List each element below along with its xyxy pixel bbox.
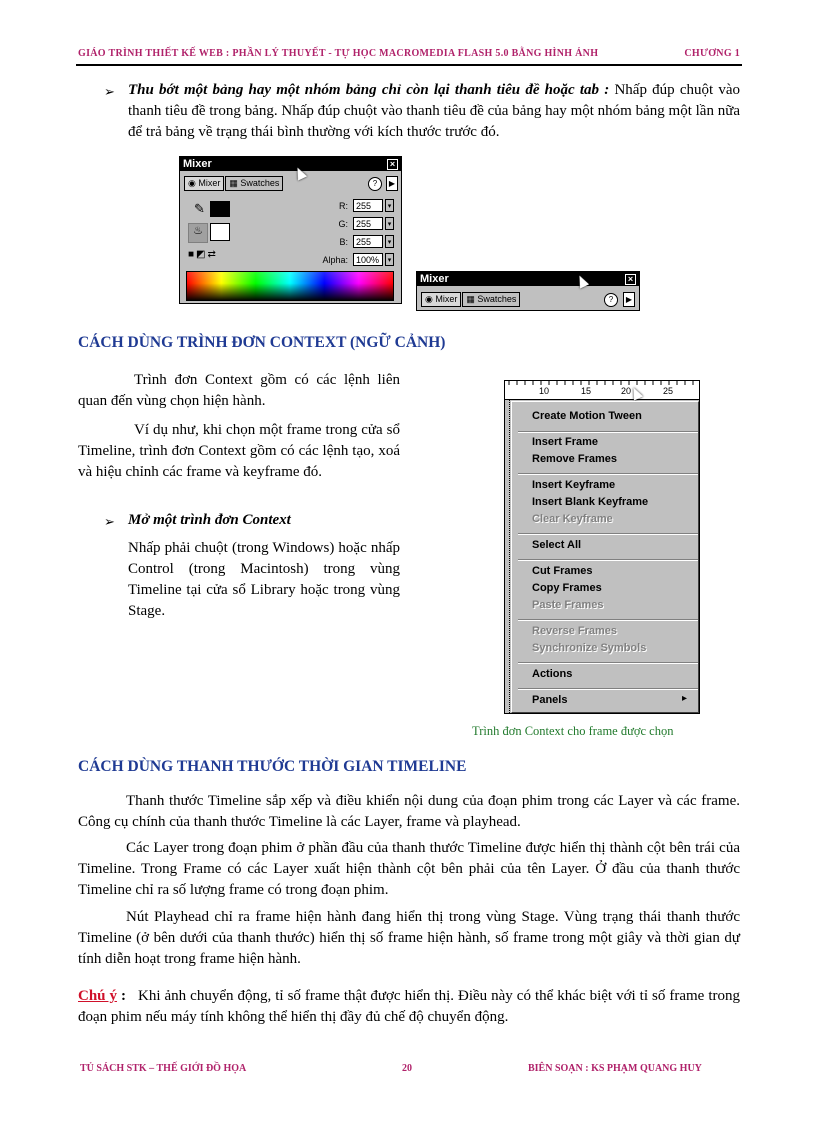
stroke-color-swatch[interactable]: [210, 201, 230, 217]
note-colon: :: [117, 988, 127, 1004]
menu-item-paste-frames: Paste Frames: [532, 599, 604, 611]
menu-item-clear-keyframe: Clear Keyframe: [532, 513, 613, 525]
label-r: R:: [339, 201, 348, 211]
label-g: G:: [338, 219, 348, 229]
close-icon[interactable]: ×: [625, 274, 636, 285]
dropdown-arrow-icon[interactable]: ▾: [385, 199, 394, 212]
intro-text: Nhấp đúp chuột vào thanh tiêu đề trong bảng. Nhấp đúp chuột vào thanh tiêu đề của bảng hay một nhóm bảng một lần nữa để trả bảng về trạng thái bình thường với kích thước trước đó.: [128, 82, 741, 140]
close-icon[interactable]: ×: [387, 159, 398, 170]
tab-swatches[interactable]: ▦ Swatches: [225, 176, 283, 191]
bullet-icon: ➢: [104, 514, 115, 529]
input-r[interactable]: 255: [353, 199, 383, 212]
menu-item-remove-frames[interactable]: Remove Frames: [532, 453, 617, 465]
menu-item-insert-blank-keyframe[interactable]: Insert Blank Keyframe: [532, 496, 649, 508]
paragraph: Thanh thước Timeline sắp xếp và điều khiển nội dung của đoạn phim trong các Layer và các frame. Công cụ chính của thanh thước Timeline là các Layer, frame và playhead.: [78, 793, 740, 830]
section-heading-timeline: CÁCH DÙNG THANH THƯỚC THỜI GIAN TIMELINE: [78, 758, 467, 775]
footer-left: TỦ SÁCH STK – THẾ GIỚI ĐỒ HỌA: [80, 1063, 247, 1074]
ruler-label: 15: [581, 386, 592, 396]
panel-menu-arrow-icon[interactable]: ▶: [386, 176, 398, 191]
note-label: Chú ý: [78, 988, 118, 1004]
color-spectrum[interactable]: [186, 271, 394, 301]
input-b[interactable]: 255: [353, 235, 383, 248]
bullet-icon: ➢: [104, 84, 115, 99]
menu-item-panels[interactable]: Panels: [532, 694, 568, 706]
mixer-panel-expanded: [179, 156, 402, 304]
note-text: Khi ảnh chuyển động, tỉ số frame thật được hiển thị. Điều này có thể khác biệt với tỉ số frame trong đoạn phim nếu máy tính không thể hiển thị đầy đủ chế độ chuyển động.: [78, 988, 740, 1025]
menu-separator: [518, 662, 698, 664]
menu-separator: [518, 473, 698, 475]
mixer-tabs: [184, 176, 284, 191]
paragraph: Các Layer trong đoạn phim ở phần đầu của thanh thước Timeline được hiển thị thành cột bên trái của Timeline. Trong Frame có các Layer xuất hiện thành cột bên phải của tên Layer. Ở đầu của thanh thước Timeline chỉ ra số lượng frame có trong đoạn phim.: [78, 840, 740, 898]
menu-item-synchronize-symbols: Synchronize Symbols: [532, 642, 647, 654]
input-alpha[interactable]: 100%: [353, 253, 383, 266]
paragraph: Nhấp phải chuột (trong Windows) hoặc nhấp Control (trong Macintosh) trong vùng Timeline tại cửa sổ Library hoặc trong vùng Stage.: [128, 540, 400, 619]
tab-swatches[interactable]: ▦ Swatches: [462, 292, 520, 307]
menu-separator: [518, 431, 698, 433]
dropdown-arrow-icon[interactable]: ▾: [385, 253, 394, 266]
intro-paragraph: [128, 80, 740, 143]
figure-caption: Trình đơn Context cho frame được chọn: [472, 724, 674, 738]
context-menu: [511, 401, 699, 713]
menu-item-cut-frames[interactable]: Cut Frames: [532, 565, 593, 577]
mixer-panel-collapsed: [416, 271, 640, 311]
menu-separator: [518, 533, 698, 535]
menu-item-insert-keyframe[interactable]: Insert Keyframe: [532, 479, 616, 491]
tab-mixer[interactable]: ◉ Mixer: [421, 292, 461, 307]
menu-item-create-motion-tween[interactable]: Create Motion Tween: [532, 410, 642, 422]
dropdown-arrow-icon[interactable]: ▾: [385, 217, 394, 230]
label-b: B:: [339, 237, 348, 247]
page-number: 20: [402, 1063, 412, 1074]
submenu-arrow-icon: ▸: [682, 693, 688, 704]
help-icon[interactable]: ?: [368, 177, 382, 191]
menu-item-copy-frames[interactable]: Copy Frames: [532, 582, 602, 594]
help-icon[interactable]: ?: [604, 293, 618, 307]
pencil-icon: ✎: [194, 201, 205, 216]
menu-item-actions[interactable]: Actions: [532, 668, 573, 680]
ruler-label: 25: [663, 386, 674, 396]
paint-bucket-icon[interactable]: ♨: [188, 223, 208, 243]
mixer-title-bar[interactable]: [180, 157, 401, 171]
context-menu-screenshot: [504, 380, 700, 714]
mixer-title: Mixer: [420, 273, 449, 285]
menu-item-select-all[interactable]: Select All: [532, 539, 582, 551]
menu-separator: [518, 559, 698, 561]
mixer-title: Mixer: [183, 158, 212, 170]
mixer-title-bar[interactable]: [417, 272, 639, 286]
input-g[interactable]: 255: [353, 217, 383, 230]
timeline-ruler: [505, 381, 699, 400]
menu-separator: [518, 619, 698, 621]
tab-mixer[interactable]: ◉ Mixer: [184, 176, 224, 191]
header-title: GIÁO TRÌNH THIẾT KẾ WEB : PHẦN LÝ THUYẾT - TỰ HỌC MACROMEDIA FLASH 5.0 BẰNG HÌNH ẢNH: [78, 48, 599, 59]
mixer-tabs: [421, 292, 521, 307]
ruler-label: 20: [621, 386, 632, 396]
ruler-label: 10: [539, 386, 550, 396]
panel-menu-arrow-icon[interactable]: ▶: [623, 292, 635, 307]
menu-item-reverse-frames: Reverse Frames: [532, 625, 618, 637]
menu-separator: [518, 688, 698, 690]
section-heading-context: CÁCH DÙNG TRÌNH ĐƠN CONTEXT (NGỮ CẢNH): [78, 334, 446, 351]
intro-title: Thu bớt một bảng hay một nhóm bảng chỉ còn lại thanh tiêu đề hoặc tab :: [128, 82, 610, 98]
swap-colors-icon[interactable]: ■◩⇄: [188, 249, 218, 260]
subheading: Mở một trình đơn Context: [128, 512, 291, 528]
paragraph: Nút Playhead chỉ ra frame hiện hành đang hiển thị trong vùng Stage. Vùng trạng thái thanh thước Timeline (ở bên dưới của thanh thước) hiển thị số frame hiện hành, số frame trong một giây và thời gian dự tính diễn hoạt trong frame hiện hành.: [78, 909, 740, 967]
timeline-edge: [509, 399, 510, 713]
dropdown-arrow-icon[interactable]: ▾: [385, 235, 394, 248]
header-chapter: CHƯƠNG 1: [684, 48, 740, 59]
menu-item-insert-frame[interactable]: Insert Frame: [532, 436, 599, 448]
label-alpha: Alpha:: [322, 255, 348, 265]
paragraph: Ví dụ như, khi chọn một frame trong cửa sổ Timeline, trình đơn Context gồm có các lệnh tạo, xoá và hiệu chỉnh các frame và keyframe đó.: [78, 422, 400, 480]
footer-right: BIÊN SOẠN : KS PHẠM QUANG HUY: [528, 1063, 702, 1074]
note-paragraph: [78, 986, 740, 1028]
fill-color-swatch[interactable]: [210, 223, 230, 241]
header-rule: [76, 64, 742, 66]
paragraph: Trình đơn Context gồm có các lệnh liên quan đến vùng chọn hiện hành.: [78, 372, 400, 409]
